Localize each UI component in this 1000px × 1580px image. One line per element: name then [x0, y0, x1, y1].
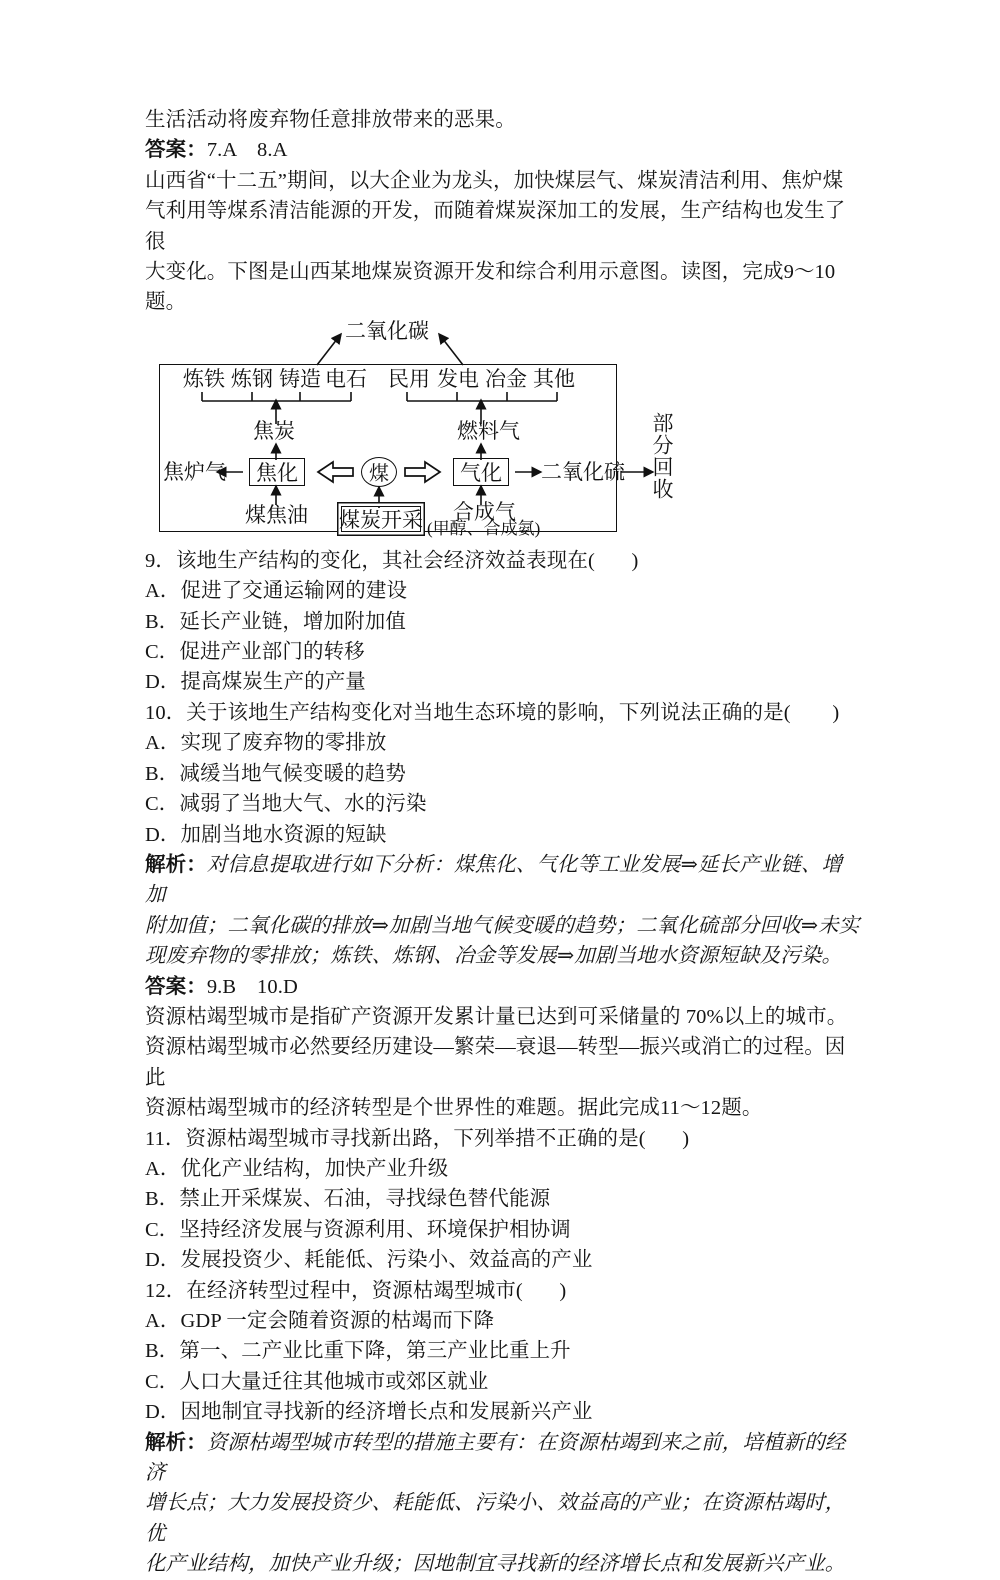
diagram-box-coking: 焦化 — [249, 458, 305, 486]
question-12-stem: 12．在经济转型过程中，资源枯竭型城市( ) — [145, 1279, 567, 1302]
analysis-label: 解析： — [145, 853, 207, 876]
analysis-line — [145, 850, 861, 911]
diagram-node-co2: 二氧化碳 — [345, 318, 429, 343]
diagram-node-fadian: 发电 — [437, 366, 479, 391]
text-line: 资源枯竭型城市的经济转型是个世界性的难题。据此完成11～12题。 — [145, 1097, 763, 1120]
question-10 — [145, 698, 861, 850]
analysis-line — [145, 1428, 861, 1489]
diagram-box-coal-mining: 煤炭开采 — [339, 507, 423, 532]
text-line: 生活活动将废弃物任意排放带来的恶果。 — [145, 109, 516, 131]
text-line: 气利用等煤系清洁能源的开发，而随着煤炭深加工的发展，生产结构也发生了很 — [145, 200, 846, 253]
analysis-11-12 — [145, 1428, 861, 1580]
question-12-option-a[interactable]: A．GDP 一定会随着资源的枯竭而下降 — [145, 1310, 495, 1332]
question-9-option-c[interactable]: C．促进产业部门的转移 — [145, 641, 365, 664]
question-9-stem: 9．该地生产结构的变化，其社会经济效益表现在( ) — [145, 549, 639, 572]
answer-9-10 — [145, 972, 861, 1002]
diagram-node-zhuzao: 铸造 — [279, 366, 321, 391]
diagram-node-so2: 二氧化硫 — [541, 459, 625, 484]
answer-value: 7.A 8.A — [206, 139, 288, 162]
diagram-node-coal-tar: 煤焦油 — [245, 502, 308, 527]
text-line: 山西省“十二五”期间，以大企业为龙头，加快煤层气、煤炭清洁利用、焦炉煤 — [145, 169, 844, 192]
question-10-stem: 10．关于该地生产结构变化对当地生态环境的影响，下列说法正确的是( ) — [145, 701, 840, 724]
analysis-text: 对信息提取进行如下分析：煤焦化、气化等工业发展⇒延长产业链、增加 — [145, 853, 843, 907]
question-10-option-a[interactable]: A．实现了废弃物的零排放 — [145, 732, 387, 755]
answer-label: 答案： — [145, 975, 207, 998]
paragraph-tail-8 — [145, 105, 861, 135]
diagram-node-coke-oven-gas: 焦炉气 — [163, 459, 226, 484]
question-12-option-c[interactable]: C．人口大量迁往其他城市或郊区就业 — [145, 1370, 489, 1393]
diagram-canvas — [145, 320, 861, 542]
analysis-line: 现废弃物的零排放；炼铁、炼钢、冶金等发展⇒加剧当地水资源短缺及污染。 — [145, 945, 843, 968]
analysis-label: 解析： — [145, 1431, 207, 1454]
analysis-line: 化产业结构，加快产业升级；因地制宜寻找新的经济增长点和发展新兴产业。 — [145, 1553, 846, 1576]
question-11 — [145, 1124, 861, 1276]
question-10-option-b[interactable]: B．减缓当地气候变暖的趋势 — [145, 762, 406, 785]
analysis-text: 资源枯竭型城市转型的措施主要有：在资源枯竭到来之前，培植新的经济 — [145, 1431, 846, 1485]
analysis-line: 增长点；大力发展投资少、耗能低、污染小、效益高的产业；在资源枯竭时，优 — [145, 1492, 846, 1545]
answer-value: 9.B 10.D — [206, 975, 298, 998]
text-line: 资源枯竭型城市必然要经历建设—繁荣—衰退—转型—振兴或消亡的过程。因此 — [145, 1036, 846, 1089]
diagram-node-partial-recovery: 部分回收 — [650, 411, 675, 500]
diagram-box-gasification: 气化 — [453, 458, 509, 486]
diagram-node-qita: 其他 — [533, 366, 575, 391]
diagram-node-coke: 焦炭 — [253, 418, 295, 443]
answer-line — [145, 135, 861, 165]
answer-7-8 — [145, 135, 861, 165]
text-line: 大变化。下图是山西某地煤炭资源开发和综合利用示意图。读图，完成9～10题。 — [145, 261, 836, 314]
figure-coal-utilization-diagram — [145, 320, 861, 542]
question-10-option-c[interactable]: C．减弱了当地大气、水的污染 — [145, 793, 427, 816]
diagram-node-liangang: 炼钢 — [231, 366, 273, 391]
question-11-stem: 11．资源枯竭型城市寻找新出路，下列举措不正确的是( ) — [145, 1127, 690, 1150]
diagram-node-syngas-note: (甲醇、合成氨) — [427, 518, 541, 538]
question-12-option-d[interactable]: D．因地制宜寻找新的经济增长点和发展新兴产业 — [145, 1401, 593, 1424]
document-body — [145, 105, 861, 1580]
diagram-node-minyong: 民用 — [388, 366, 430, 391]
diagram-node-syngas: 合成气 — [453, 499, 516, 524]
answer-label: 答案： — [145, 139, 207, 162]
paragraph-intro-11-12 — [145, 1002, 861, 1124]
question-9-option-a[interactable]: A．促进了交通运输网的建设 — [145, 580, 408, 603]
question-12 — [145, 1276, 861, 1428]
analysis-line: 附加值；二氧化碳的排放⇒加剧当地气候变暖的趋势；二氧化硫部分回收⇒未实 — [145, 914, 860, 937]
question-10-option-d[interactable]: D．加剧当地水资源的短缺 — [145, 823, 387, 846]
question-11-option-b[interactable]: B．禁止开采煤炭、石油，寻找绿色替代能源 — [145, 1188, 551, 1211]
text-line: 资源枯竭型城市是指矿产资源开发累计量已达到可采储量的 70%以上的城市。 — [145, 1005, 848, 1028]
diagram-node-liantie: 炼铁 — [183, 366, 225, 391]
diagram-node-fuel-gas: 燃料气 — [457, 418, 520, 443]
question-11-option-c[interactable]: C．坚持经济发展与资源利用、环境保护相协调 — [145, 1218, 571, 1241]
question-11-option-a[interactable]: A．优化产业结构，加快产业升级 — [145, 1157, 449, 1180]
answer-line — [145, 972, 861, 1002]
question-9-option-d[interactable]: D．提高煤炭生产的产量 — [145, 671, 366, 694]
paragraph-intro-9-10 — [145, 166, 861, 318]
question-11-option-d[interactable]: D．发展投资少、耗能低、污染小、效益高的产业 — [145, 1249, 593, 1272]
diagram-node-yejin: 冶金 — [485, 366, 527, 391]
question-9 — [145, 546, 861, 698]
diagram-node-dianshi: 电石 — [325, 366, 367, 391]
question-9-option-b[interactable]: B．延长产业链，增加附加值 — [145, 610, 406, 633]
question-12-option-b[interactable]: B．第一、二产业比重下降，第三产业比重上升 — [145, 1340, 571, 1363]
analysis-9-10 — [145, 850, 861, 972]
diagram-circle-coal: 煤 — [361, 457, 397, 487]
